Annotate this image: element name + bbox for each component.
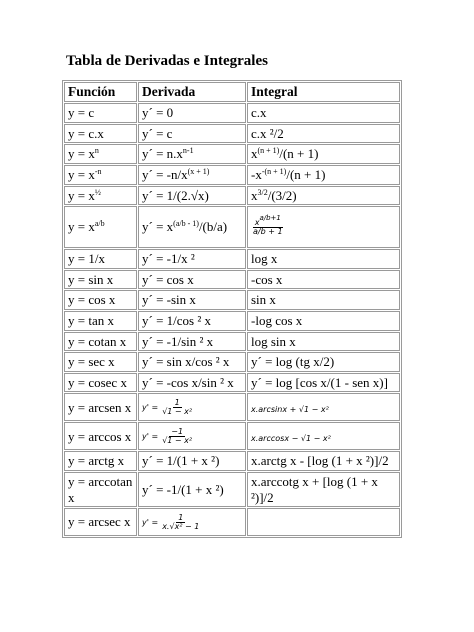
derivative-cell: y´ = 0 [138, 103, 246, 123]
derivative-cell [138, 422, 246, 450]
integral-cell: log sin x [247, 332, 400, 352]
table-row [64, 311, 400, 331]
function-cell: y = arccotan x [64, 472, 137, 507]
integral-cell: x.arctg x - [log (1 + x ²)]/2 [247, 451, 400, 471]
integral-cell: y´ = log (tg x/2) [247, 352, 400, 372]
function-cell: $y = x^{\frac{1}{2}}$ [64, 186, 137, 206]
handwritten-integral-image: $\frac{x^{a/b+1}}{a/b + 1}$ [253, 214, 283, 237]
handwritten-integral-image: x.arccosx − √1 − x² [251, 433, 331, 443]
integral-cell [247, 508, 400, 536]
table-row [64, 103, 400, 123]
function-cell: y = cos x [64, 290, 137, 310]
table-row [64, 352, 400, 372]
header-function: Función [64, 82, 137, 102]
handwritten-derivative-image: y' = $\frac{-1}{\text{√1 − x²}}$ [142, 427, 193, 446]
function-cell: y = c [64, 103, 137, 123]
function-cell: y = 1/x [64, 249, 137, 269]
integral-cell: -log cos x [247, 311, 400, 331]
integral-cell [247, 393, 400, 421]
derivative-cell: y´ = sin x/cos ² x [138, 352, 246, 372]
function-cell: y = arccos x [64, 422, 137, 450]
integral-cell [247, 206, 400, 248]
integral-cell: sin x [247, 290, 400, 310]
function-cell: $y = x^n$ [64, 144, 137, 164]
table-row [64, 332, 400, 352]
integral-cell: y´ = log [cos x/(1 - sen x)] [247, 373, 400, 393]
page-title: Tabla de Derivadas e Integrales [66, 53, 268, 69]
derivative-cell: y´ = 1/cos ² x [138, 311, 246, 331]
derivative-cell: y´ = cos x [138, 270, 246, 290]
header-integral: Integral [247, 82, 400, 102]
table-row [64, 124, 400, 144]
header-derivative: Derivada [138, 82, 246, 102]
function-cell: y = cotan x [64, 332, 137, 352]
integral-cell: log x [247, 249, 400, 269]
function-cell: y = arcsec x [64, 508, 137, 536]
table-row [64, 290, 400, 310]
function-cell: y = c.x [64, 124, 137, 144]
function-cell: y = arctg x [64, 451, 137, 471]
integral-cell: $x^{3/2}/(3/2)$ [247, 186, 400, 206]
function-cell: $y = x^{-n}$ [64, 165, 137, 185]
derivative-cell: y´ = -1/sin ² x [138, 332, 246, 352]
table-row [64, 270, 400, 290]
table-row [64, 373, 400, 393]
derivatives-table [62, 80, 402, 538]
derivative-cell [138, 508, 246, 536]
table-row [64, 472, 400, 507]
derivative-cell: y´ = -1/x ² [138, 249, 246, 269]
table-row [64, 249, 400, 269]
function-cell: y = cosec x [64, 373, 137, 393]
handwritten-derivative-image: y' = $\frac{1}{\text{x.√x² − 1}}$ [142, 513, 200, 532]
handwritten-integral-image: x.arcsinx + √1 − x² [251, 404, 329, 414]
derivative-cell: y´ = $n.x^{n-1}$ [138, 144, 246, 164]
table-row [64, 206, 400, 248]
table-row [64, 422, 400, 450]
derivative-cell: y´ = 1/(2.√x) [138, 186, 246, 206]
derivative-cell: y´ = -1/(1 + x ²) [138, 472, 246, 507]
integral-cell: $-x^{-(n + 1)}/(n + 1)$ [247, 165, 400, 185]
handwritten-derivative-image: y' = $\frac{1}{\text{√1 − x²}}$ [142, 398, 193, 417]
function-cell: y = sec x [64, 352, 137, 372]
derivative-cell: y´ = 1/(1 + x ²) [138, 451, 246, 471]
derivative-cell: y´ = $-n/x^{(x + 1)}$ [138, 165, 246, 185]
integral-cell: x.arccotg x + [log (1 + x ²)]/2 [247, 472, 400, 507]
derivative-cell: y´ = c [138, 124, 246, 144]
table-row [64, 165, 400, 185]
function-cell: y = tan x [64, 311, 137, 331]
table-header-row [64, 82, 400, 102]
function-cell: y = sin x [64, 270, 137, 290]
function-cell: $y = x^{a/b}$ [64, 206, 137, 248]
table-row [64, 508, 400, 536]
integral-cell [247, 422, 400, 450]
derivative-cell: y´ = -sin x [138, 290, 246, 310]
function-cell: y = arcsen x [64, 393, 137, 421]
table-row [64, 186, 400, 206]
table-row [64, 451, 400, 471]
derivative-cell: y´ = -cos x/sin ² x [138, 373, 246, 393]
derivative-cell: y´ = $x^{(a/b - 1)}/(b/a)$ [138, 206, 246, 248]
integral-cell: c.x [247, 103, 400, 123]
table-row [64, 144, 400, 164]
integral-cell: -cos x [247, 270, 400, 290]
integral-cell: $x^{(n + 1)}/(n + 1)$ [247, 144, 400, 164]
integral-cell: c.x ²/2 [247, 124, 400, 144]
derivative-cell [138, 393, 246, 421]
table-row [64, 393, 400, 421]
